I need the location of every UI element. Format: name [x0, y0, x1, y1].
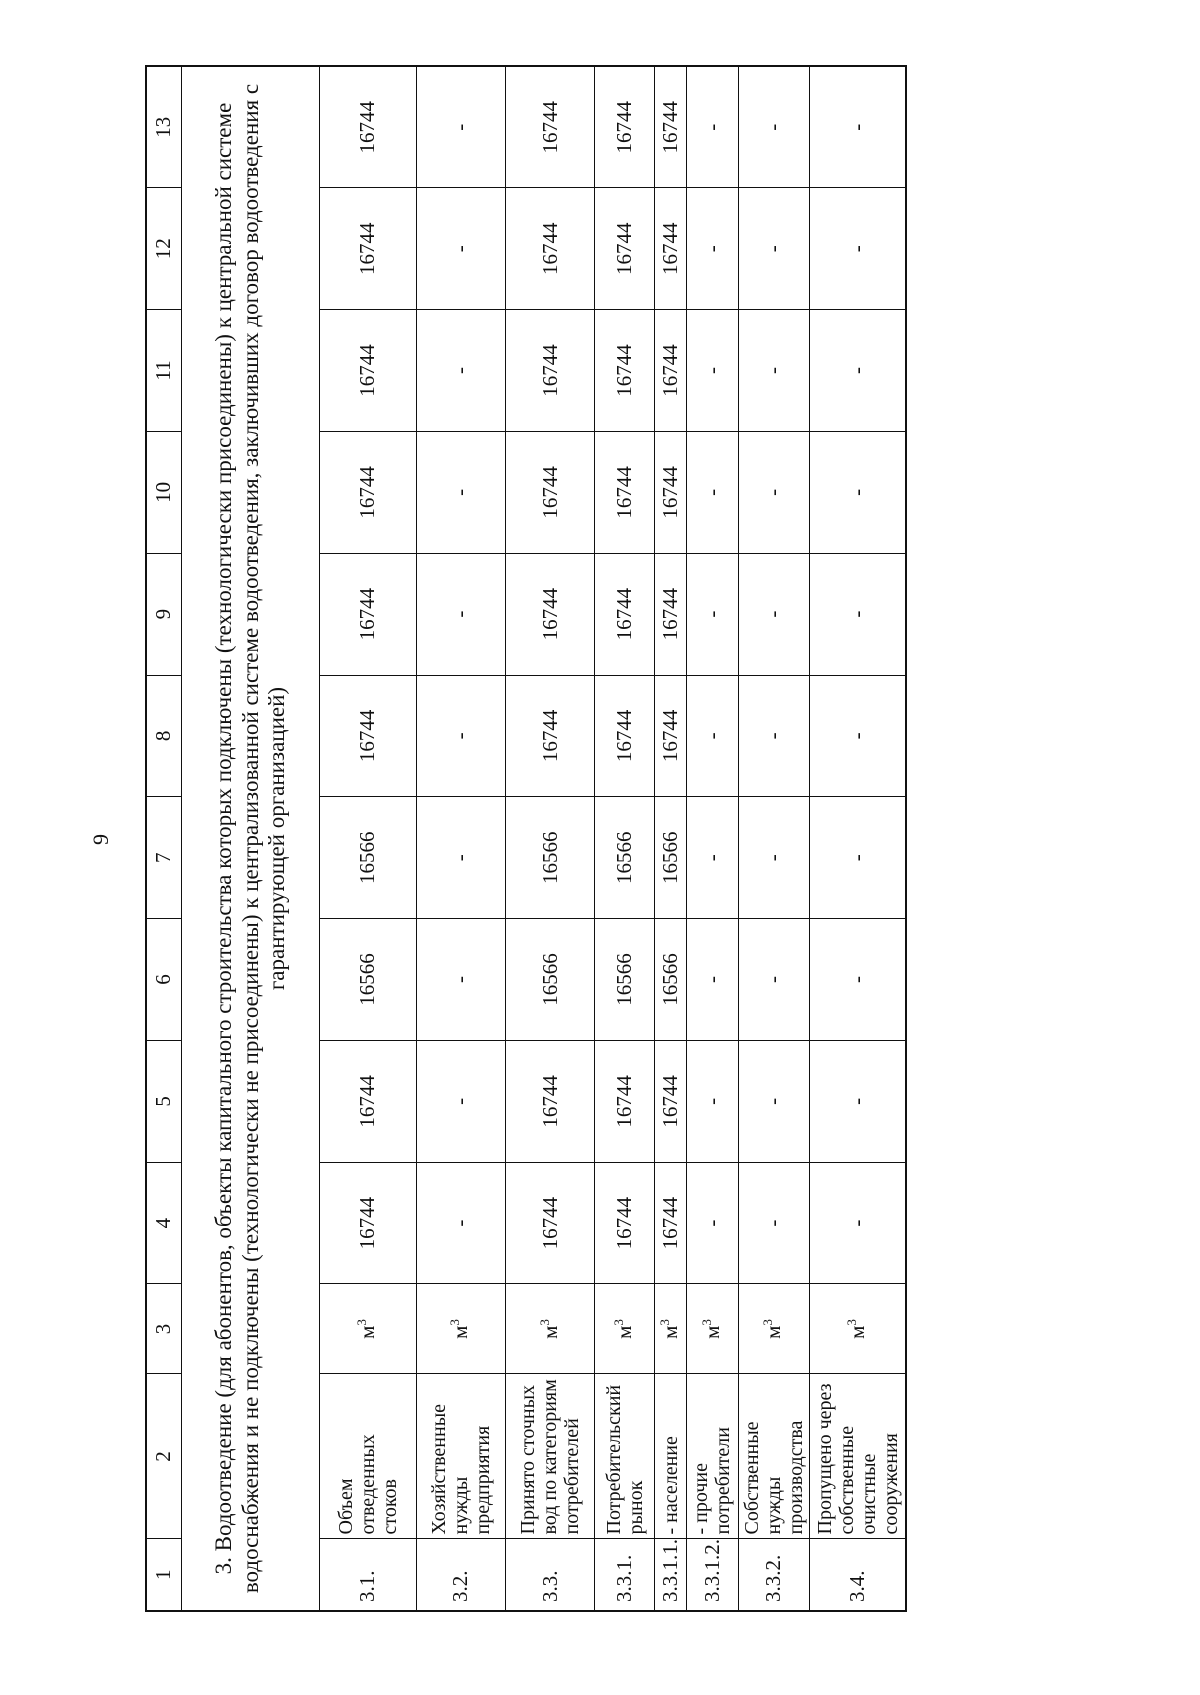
value-cell: - — [738, 553, 810, 675]
value-cell: - — [810, 919, 906, 1041]
value-cell: 16566 — [655, 919, 687, 1041]
row-name: Собственные нужды производства — [738, 1374, 810, 1539]
value-cell: - — [416, 1162, 506, 1284]
table-row — [416, 66, 506, 1611]
value-cell: 16566 — [320, 919, 416, 1041]
value-cell: 16744 — [595, 1040, 655, 1162]
row-name: Пропущено через собственные очистные сооружения — [810, 1374, 906, 1539]
value-cell: - — [738, 1040, 810, 1162]
value-cell: 16744 — [320, 1162, 416, 1284]
value-cell: - — [687, 188, 738, 310]
value-cell: - — [738, 797, 810, 919]
column-number: 8 — [146, 675, 182, 797]
table-row — [595, 66, 655, 1611]
table-row — [738, 66, 810, 1611]
row-unit — [416, 1284, 506, 1374]
value-cell: - — [810, 310, 906, 432]
value-cell: - — [687, 919, 738, 1041]
table-row — [506, 66, 595, 1611]
value-cell: 16744 — [595, 188, 655, 310]
unit-superscript: 3 — [698, 1319, 714, 1326]
value-cell: - — [738, 919, 810, 1041]
section-title: 3. Водоотведение (для абонентов, объекты капитального строительства которых подключены (технологически присоединены) к центральной системе водоснабжения и не подключены (технологически не присоединены) к централизованной системе водоотведения, заключивших договор водоотведения с гарантирующей организацией) — [182, 66, 320, 1611]
value-cell: 16744 — [506, 1162, 595, 1284]
value-cell: - — [416, 188, 506, 310]
table-row — [687, 66, 738, 1611]
unit-superscript: 3 — [656, 1319, 672, 1326]
value-cell: - — [687, 1040, 738, 1162]
row-unit — [595, 1284, 655, 1374]
unit-superscript: 3 — [760, 1319, 776, 1326]
row-unit — [687, 1284, 738, 1374]
row-name: - население — [655, 1374, 687, 1539]
value-cell: - — [810, 1040, 906, 1162]
value-cell: - — [738, 431, 810, 553]
value-cell: 16744 — [320, 675, 416, 797]
value-cell: - — [810, 431, 906, 553]
value-cell: - — [416, 675, 506, 797]
value-cell: 16744 — [595, 1162, 655, 1284]
value-cell: - — [416, 310, 506, 432]
row-unit — [738, 1284, 810, 1374]
value-cell: 16744 — [506, 188, 595, 310]
value-cell: - — [810, 1162, 906, 1284]
value-cell: - — [416, 919, 506, 1041]
value-cell: 16744 — [320, 553, 416, 675]
value-cell: - — [738, 188, 810, 310]
row-name: Хозяйственные нужды предприятия — [416, 1374, 506, 1539]
value-cell: 16744 — [655, 431, 687, 553]
value-cell: - — [416, 1040, 506, 1162]
unit-base: м — [761, 1325, 786, 1339]
value-cell: 16744 — [506, 66, 595, 188]
value-cell: 16566 — [595, 919, 655, 1041]
value-cell: 16744 — [655, 675, 687, 797]
column-number: 7 — [146, 797, 182, 919]
row-name: Принято сточных вод по категориям потребителей — [506, 1374, 595, 1539]
value-cell: 16744 — [655, 310, 687, 432]
row-unit — [655, 1284, 687, 1374]
unit-superscript: 3 — [447, 1319, 463, 1326]
value-cell: 16744 — [595, 66, 655, 188]
value-cell: 16744 — [320, 1040, 416, 1162]
value-cell: - — [687, 797, 738, 919]
column-number: 10 — [146, 431, 182, 553]
unit-base: м — [355, 1325, 380, 1339]
value-cell: 16744 — [595, 553, 655, 675]
unit-superscript: 3 — [610, 1319, 626, 1326]
unit-base: м — [448, 1325, 473, 1339]
value-cell: 16744 — [320, 310, 416, 432]
row-unit — [320, 1284, 416, 1374]
table-row — [320, 66, 416, 1611]
row-unit — [810, 1284, 906, 1374]
value-cell: 16566 — [506, 797, 595, 919]
value-cell: - — [687, 431, 738, 553]
row-code: 3.3.2. — [738, 1539, 810, 1611]
column-number: 9 — [146, 553, 182, 675]
value-cell: - — [810, 66, 906, 188]
value-cell: - — [810, 188, 906, 310]
value-cell: - — [687, 66, 738, 188]
row-name: Объем отведенных стоков — [320, 1374, 416, 1539]
value-cell: 16744 — [655, 553, 687, 675]
unit-superscript: 3 — [536, 1319, 552, 1326]
value-cell: - — [416, 553, 506, 675]
column-number: 5 — [146, 1040, 182, 1162]
value-cell: - — [738, 310, 810, 432]
value-cell: - — [416, 797, 506, 919]
value-cell: - — [810, 675, 906, 797]
value-cell: - — [687, 1162, 738, 1284]
table-row — [655, 66, 687, 1611]
column-number: 4 — [146, 1162, 182, 1284]
value-cell: 16744 — [320, 431, 416, 553]
column-number: 6 — [146, 919, 182, 1041]
column-number: 12 — [146, 188, 182, 310]
row-code: 3.2. — [416, 1539, 506, 1611]
value-cell: 16744 — [320, 188, 416, 310]
row-unit — [506, 1284, 595, 1374]
unit-base: м — [844, 1325, 869, 1339]
page-number: 9 — [88, 834, 113, 845]
value-cell: - — [738, 66, 810, 188]
row-name: Потребительский рынок — [595, 1374, 655, 1539]
column-number: 3 — [146, 1284, 182, 1374]
value-cell: - — [738, 1162, 810, 1284]
unit-superscript: 3 — [843, 1319, 859, 1326]
column-number: 2 — [146, 1374, 182, 1539]
value-cell: 16744 — [655, 1040, 687, 1162]
value-cell: 16744 — [506, 553, 595, 675]
table-wrapper — [145, 67, 907, 1612]
column-number: 11 — [146, 310, 182, 432]
column-number: 1 — [146, 1539, 182, 1611]
row-code: 3.3.1.2. — [687, 1539, 738, 1611]
value-cell: 16744 — [655, 188, 687, 310]
row-code: 3.3. — [506, 1539, 595, 1611]
row-name: - прочие потребители — [687, 1374, 738, 1539]
column-number-row — [146, 66, 182, 1611]
value-cell: 16744 — [506, 310, 595, 432]
table-row — [810, 66, 906, 1611]
value-cell: 16566 — [506, 919, 595, 1041]
value-cell: - — [810, 797, 906, 919]
unit-base: м — [657, 1325, 682, 1339]
section-heading-row — [182, 66, 320, 1611]
value-cell: 16744 — [595, 431, 655, 553]
unit-superscript: 3 — [354, 1319, 370, 1326]
column-number: 13 — [146, 66, 182, 188]
value-cell: 16744 — [655, 66, 687, 188]
value-cell: 16744 — [320, 66, 416, 188]
value-cell: 16744 — [655, 1162, 687, 1284]
value-cell: 16566 — [320, 797, 416, 919]
value-cell: - — [810, 553, 906, 675]
value-cell: 16744 — [595, 675, 655, 797]
value-cell: - — [687, 310, 738, 432]
value-cell: - — [687, 675, 738, 797]
unit-base: м — [537, 1325, 562, 1339]
row-code: 3.3.1.1. — [655, 1539, 687, 1611]
row-code: 3.3.1. — [595, 1539, 655, 1611]
value-cell: 16566 — [655, 797, 687, 919]
value-cell: - — [416, 66, 506, 188]
row-code: 3.1. — [320, 1539, 416, 1611]
value-cell: - — [416, 431, 506, 553]
row-code: 3.4. — [810, 1539, 906, 1611]
water-disposal-table — [145, 65, 907, 1612]
unit-base: м — [699, 1325, 724, 1339]
value-cell: - — [738, 675, 810, 797]
value-cell: - — [687, 553, 738, 675]
unit-base: м — [611, 1325, 636, 1339]
value-cell: 16566 — [595, 797, 655, 919]
value-cell: 16744 — [595, 310, 655, 432]
table-body — [320, 66, 906, 1611]
value-cell: 16744 — [506, 431, 595, 553]
value-cell: 16744 — [506, 1040, 595, 1162]
value-cell: 16744 — [506, 675, 595, 797]
